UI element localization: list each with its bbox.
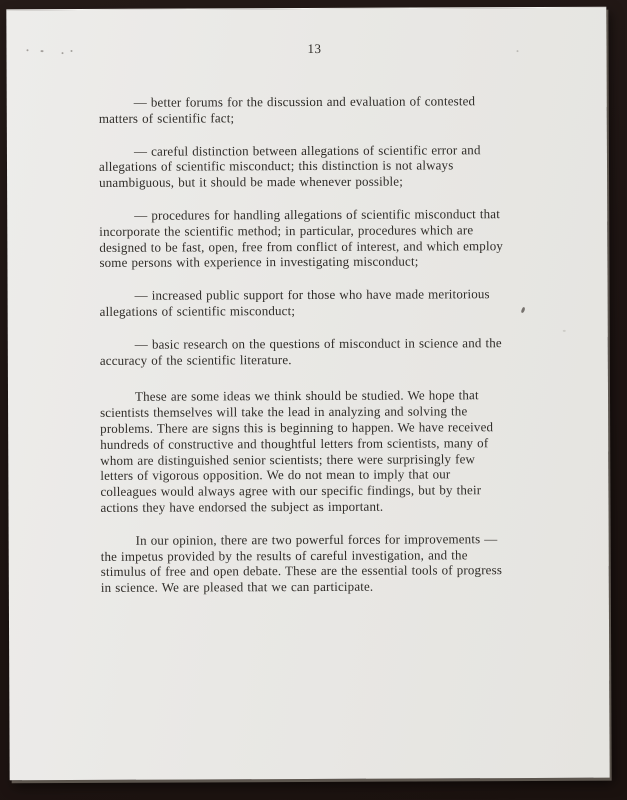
ink-speck <box>26 49 28 51</box>
page-number: 13 <box>307 40 322 56</box>
page-body <box>99 93 606 613</box>
bullet-paragraph: — procedures for handling allegations of scientific misconduct that incorporate the scientific method; in particular, procedures which are designed to be fast, open, free from conflict of interest, and which employ some persons with experience in investigating misconduct; <box>99 206 504 271</box>
ink-speck <box>70 50 72 52</box>
bullet-paragraph: — basic research on the questions of misconduct in science and the accuracy of the scientific literature. <box>99 334 502 368</box>
document-page <box>6 7 609 781</box>
bullet-paragraph: — careful distinction between allegations of scientific error and allegations of scientific misconduct; this distinction is not always unambiguous, but it should be made whenever possible; <box>98 141 481 191</box>
ink-speck <box>40 50 43 52</box>
body-paragraph: These are some ideas we think should be studied. We hope that scientists themselves will take the lead in analyzing and solving the problems. There are signs this is beginning to happen. We have received hundreds of constructive and thoughtful letters from scientists, many of whom are distinguished senior scientists; there were surprisingly few letters of vigorous opposition. We do not mean to imply that our colleagues would always agree with our specific findings, but by their actions they have endorsed the subject as important. <box>100 387 494 515</box>
ink-speck <box>563 330 566 332</box>
bullet-paragraph: — increased public support for those who have made meritorious allegations of scientific misconduct; <box>99 286 490 319</box>
body-paragraph: In our opinion, there are two powerful forces for improvements — the impetus provided by the results of careful investigation, and the stimulus of free and open debate. These are the essential tools of progress in science. We are pleased that we can participate. <box>100 530 503 596</box>
ink-speck <box>62 52 64 54</box>
ink-speck <box>517 50 519 52</box>
bullet-paragraph: — better forums for the discussion and evaluation of contested matters of scientific fact; <box>98 93 476 126</box>
